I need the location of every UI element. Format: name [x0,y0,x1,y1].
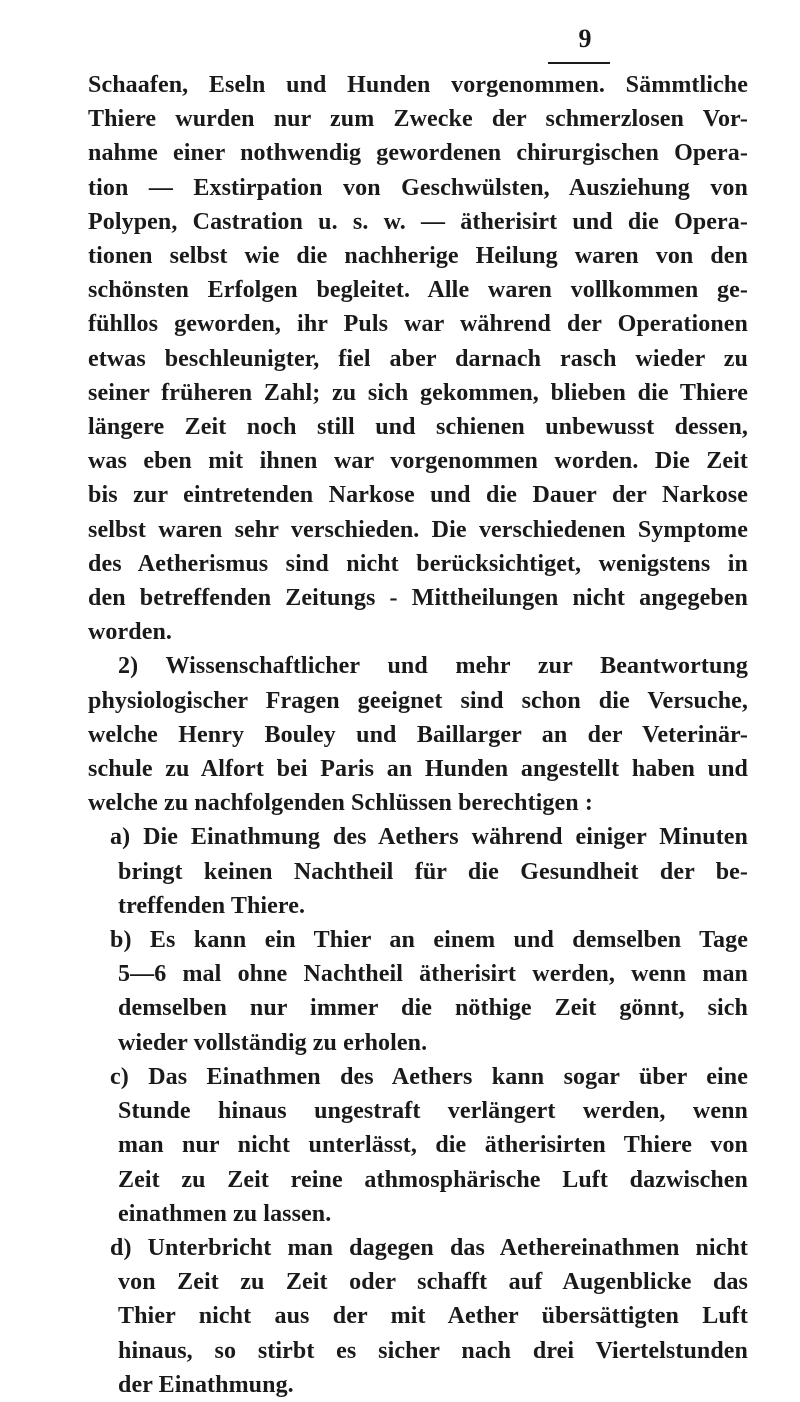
text-line: nahme einer nothwendig gewordenen chirurgischen Opera- [88,140,748,167]
text-line: einathmen zu lassen. [118,1200,332,1227]
text-line: physiologischer Fragen geeignet sind schon die Versuche, [88,687,748,714]
text-line: Thier nicht aus der mit Aether übersättigten Luft [118,1303,748,1330]
text-line: tion — Exstirpation von Geschwülsten, Ausziehung von [88,174,748,201]
text-line: tionen selbst wie die nachherige Heilung waren von den [88,243,748,270]
text-line: welche zu nachfolgenden Schlüssen berechtigen : [88,790,593,817]
text-line: schule zu Alfort bei Paris an Hunden angestellt haben und [88,756,748,783]
list-item-c: c) Das Einathmen des Aethers kann sogar über eine [110,1063,748,1090]
text-line: fühllos geworden, ihr Puls war während der Operationen [88,311,748,338]
text-line: bringt keinen Nachtheil für die Gesundheit der be- [118,858,748,885]
text-line: Zeit zu Zeit reine athmosphärische Luft dazwischen [118,1166,748,1193]
list-item-a: a) Die Einathmung des Aethers während einiger Minuten [110,824,748,851]
text-line: etwas beschleunigter, fiel aber darnach rasch wieder zu [88,345,748,372]
text-line: wieder vollständig zu erholen. [118,1029,428,1056]
text-line: Thiere wurden nur zum Zwecke der schmerzlosen Vor- [88,106,748,133]
text-line: schönsten Erfolgen begleitet. Alle waren vollkommen ge- [88,277,748,304]
text-line: seiner früheren Zahl; zu sich gekommen, blieben die Thiere [88,379,748,406]
body-text [88,68,748,1402]
text-line: welche Henry Bouley und Baillarger an der Veterinär- [88,721,748,748]
text-line: bis zur eintretenden Narkose und die Dauer der Narkose [88,482,748,509]
text-line: Polypen, Castration u. s. w. — ätherisirt und die Opera- [88,208,748,235]
text-line: worden. [88,619,173,646]
text-line: treffenden Thiere. [118,892,306,919]
page-number: 9 [578,24,592,53]
text-line: Schaafen, Eseln und Hunden vorgenommen. Sämmtliche [88,72,748,98]
header-rule [548,62,610,64]
text-line: längere Zeit noch still und schienen unbewusst dessen, [88,414,748,441]
list-item-b: b) Es kann ein Thier an einem und demselben Tage [110,927,748,954]
text-line: Stunde hinaus ungestraft verlängert werden, wenn [118,1098,748,1125]
text-line: hinaus, so stirbt es sicher nach drei Viertelstunden [118,1337,748,1364]
text-line: 5—6 mal ohne Nachtheil ätherisirt werden, wenn man [118,961,748,988]
text-line: des Aetherismus sind nicht berücksichtiget, wenigstens in [88,550,748,577]
text-line: von Zeit zu Zeit oder schafft auf Augenblicke das [118,1269,748,1296]
text-line: der Einathmung. [118,1371,294,1398]
text-line: was eben mit ihnen war vorgenommen worden. Die Zeit [88,448,748,475]
text-line: demselben nur immer die nöthige Zeit gönnt, sich [118,995,748,1022]
text-line: man nur nicht unterlässt, die ätherisirten Thiere von [118,1132,748,1159]
text-line: 2) Wissenschaftlicher und mehr zur Beantwortung [118,653,748,680]
text-line: selbst waren sehr verschieden. Die verschiedenen Symptome [88,516,748,543]
list-item-d: d) Unterbricht man dagegen das Aethereinathmen nicht [110,1234,748,1261]
text-line: den betreffenden Zeitungs - Mittheilungen nicht angegeben [88,585,748,612]
